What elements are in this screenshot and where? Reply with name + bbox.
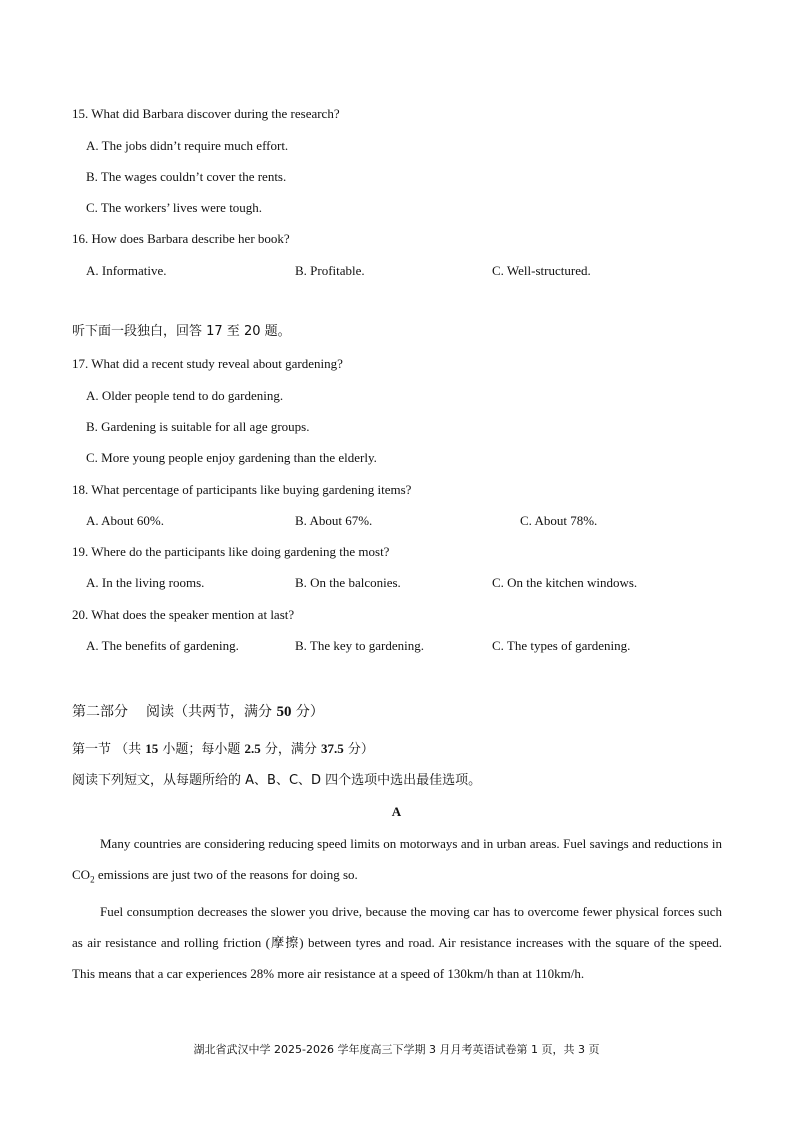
question-20-stem: 20. What does the speaker mention at last?: [72, 607, 295, 622]
question-16-option-c: C. Well-structured.: [492, 263, 591, 278]
question-15-option-b: B. The wages couldn’t cover the rents.: [86, 169, 287, 184]
question-15-option-c: C. The workers’ lives were tough.: [86, 200, 263, 215]
part-two-heading: [72, 704, 324, 720]
page-footer: 湖北省武汉中学 2025-2026 学年度高三下学期 3 月月考英语试卷第 1 页，共 3 页: [193, 1043, 600, 1056]
section-one-mid2: 分，满分: [260, 742, 322, 757]
question-17-option-c: C. More young people enjoy gardening than the elderly.: [86, 450, 377, 465]
section-one-pre: 第一节 （共: [72, 742, 146, 757]
question-16-stem: 16. How does Barbara describe her book?: [72, 231, 290, 246]
section-one-mid1: 小题；每小题: [158, 742, 245, 757]
co2-subscript: 2: [90, 874, 95, 885]
section-one-heading: [72, 741, 374, 758]
passage-paragraph-1: [72, 828, 722, 896]
question-15-option-a: A. The jobs didn’t require much effort.: [86, 138, 289, 153]
part-two-title-post: 分）: [291, 704, 324, 720]
part-two-score: 50: [276, 704, 292, 720]
question-18-option-a: A. About 60%.: [86, 513, 164, 528]
question-18-option-b: B. About 67%.: [295, 513, 373, 528]
part-two-title-pre: 阅读（共两节，满分: [146, 704, 277, 720]
question-16-option-a: A. Informative.: [86, 263, 167, 278]
question-17-option-a: A. Older people tend to do gardening.: [86, 388, 284, 403]
question-15-stem: 15. What did Barbara discover during the research?: [72, 106, 340, 121]
passage-letter: A: [391, 804, 402, 819]
question-19-option-c: C. On the kitchen windows.: [492, 575, 638, 590]
monologue-instruction: 听下面一段独白，回答 17 至 20 题。: [72, 324, 291, 339]
question-20-option-c: C. The types of gardening.: [492, 638, 631, 653]
question-17-option-b: B. Gardening is suitable for all age groups.: [86, 419, 310, 434]
question-18-option-c: C. About 78%.: [520, 513, 598, 528]
part-two-label: 第二部分: [72, 704, 128, 720]
reading-instructions: 阅读下列短文，从每题所给的 A、B、C、D 四个选项中选出最佳选项。: [72, 773, 482, 788]
question-19-option-a: A. In the living rooms.: [86, 575, 205, 590]
question-18-stem: 18. What percentage of participants like buying gardening items?: [72, 482, 412, 497]
passage-body: [72, 828, 722, 989]
question-16-option-b: B. Profitable.: [295, 263, 365, 278]
section-one-count: 15: [145, 741, 159, 756]
passage-paragraph-2: Fuel consumption decreases the slower you drive, because the moving car has to overcome fewer physical forces such as air resistance and rolling friction (摩擦) between tyres and road. Air resistance increases with the square of the speed. This means that a car experiences 28% more air resistance at a speed of 130km/h than at 110km/h.: [72, 903, 722, 981]
question-19-stem: 19. Where do the participants like doing gardening the most?: [72, 544, 390, 559]
passage-p1-part-b: emissions are just two of the reasons for doing so.: [94, 867, 358, 882]
question-20-option-b: B. The key to gardening.: [295, 638, 425, 653]
question-17-stem: 17. What did a recent study reveal about gardening?: [72, 356, 343, 371]
passage-p1-part-a: Many countries are considering reducing speed limits on motorways and in urban areas. Fuel savings and reductions in CO: [72, 836, 722, 882]
question-20-option-a: A. The benefits of gardening.: [86, 638, 239, 653]
section-one-each: 2.5: [244, 741, 261, 756]
question-19-option-b: B. On the balconies.: [295, 575, 401, 590]
section-one-total: 37.5: [321, 741, 344, 756]
section-one-post: 分）: [343, 742, 374, 757]
